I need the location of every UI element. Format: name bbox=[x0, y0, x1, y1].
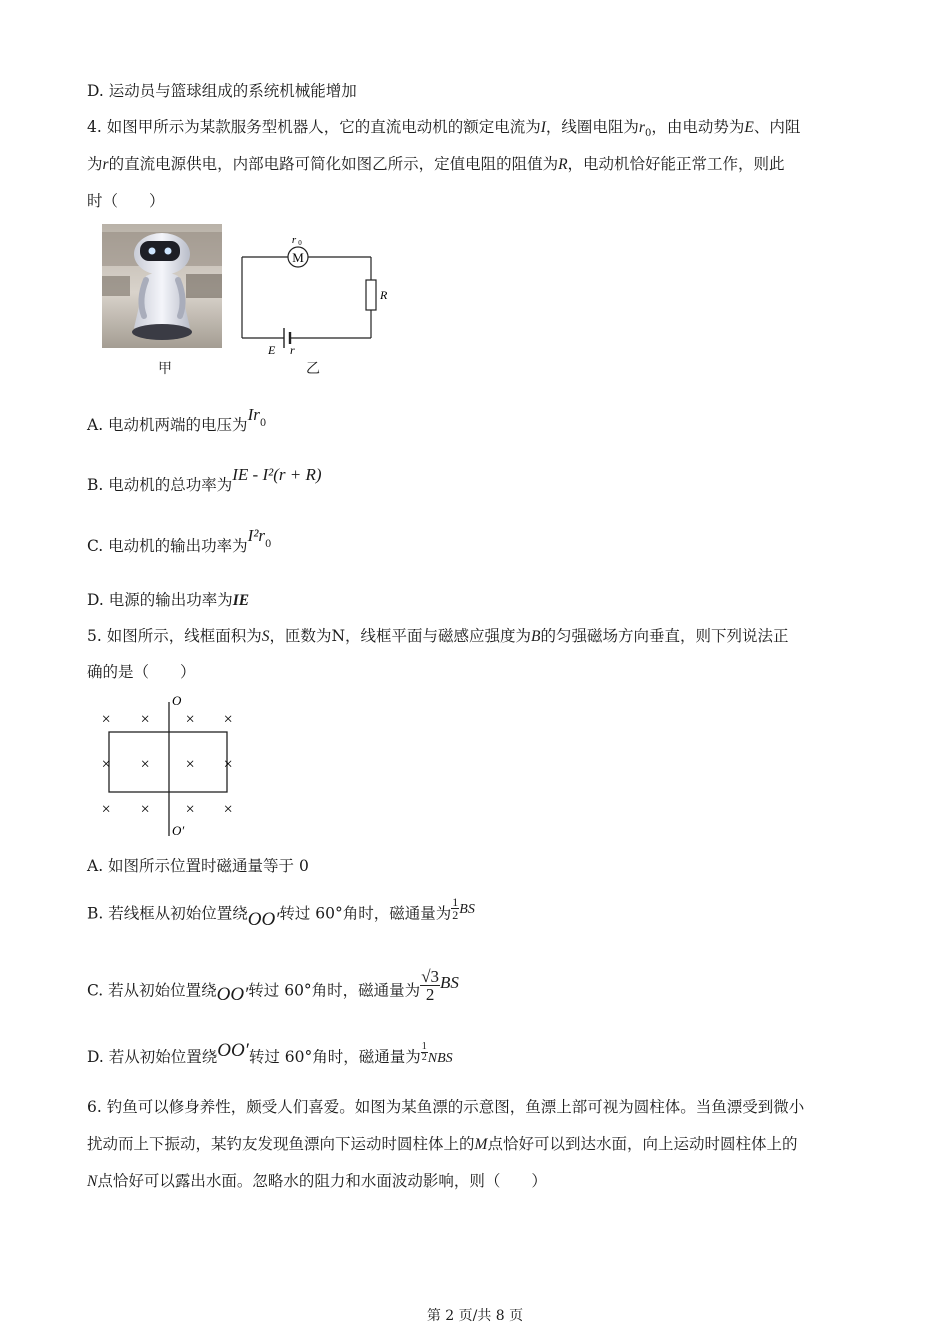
q5-option-a: A. 如图所示位置时磁通量等于 0 bbox=[87, 857, 309, 875]
field-mark: × bbox=[100, 756, 112, 773]
field-mark: × bbox=[139, 711, 151, 728]
q5-option-d: D. 若从初始位置绕OO′转过 60°角时，磁通量为 $\frac{1}{2}$ NBS bbox=[87, 1040, 453, 1066]
q4-stem-line1: 4. 如图甲所示为某款服务型机器人，它的直流电动机的额定电流为I，线圈电阻为$r_0$，由电动势为E、内阻 bbox=[87, 118, 801, 140]
field-mark: × bbox=[139, 756, 151, 773]
circuit-diagram bbox=[232, 232, 392, 358]
q3-option-d: D. 运动员与篮球组成的系统机械能增加 bbox=[87, 82, 357, 100]
q4-option-a: A. 电动机两端的电压为$Ir_0$ bbox=[87, 405, 267, 434]
axis-label-top: O bbox=[172, 693, 182, 708]
figure-caption-yi: 乙 bbox=[306, 360, 320, 376]
motor-r0-sub: 0 bbox=[298, 239, 302, 247]
q5-stem-line1: 5. 如图所示，线框面积为S，匝数为N，线框平面与磁感应强度为B的匀强磁场方向垂直，则下列说法正 bbox=[87, 627, 789, 645]
q5-option-c: C. 若从初始位置绕OO′转过 60°角时，磁通量为 $\frac{√3}{2}$ BS bbox=[87, 967, 459, 1005]
coil-frame bbox=[109, 732, 227, 792]
field-mark: × bbox=[222, 756, 234, 773]
resistor-R-label: R bbox=[380, 288, 388, 302]
q4-stem-line3: 时（ ） bbox=[87, 192, 165, 210]
q4-option-d: D. 电源的输出功率为IE bbox=[87, 591, 250, 609]
field-mark: × bbox=[100, 801, 112, 818]
field-mark: × bbox=[222, 801, 234, 818]
q6-stem-line2: 扰动而上下振动，某钓友发现鱼漂向下运动时圆柱体上的M点恰好可以到达水面，向上运动时圆柱体上的 bbox=[87, 1135, 798, 1153]
q5-option-b: B. 若线框从初始位置绕OO′转过 60°角时，磁通量为 $\frac{1}{2}$ BS bbox=[87, 895, 475, 930]
figure-caption-jia: 甲 bbox=[158, 360, 172, 376]
page-number-footer: 第 2 页/共 8 页 bbox=[426, 1308, 524, 1324]
q6-stem-line3: N点恰好可以露出水面。忽略水的阻力和水面波动影响，则（ ） bbox=[87, 1172, 547, 1190]
q4-option-c: C. 电动机的输出功率为$I^2r_0$ bbox=[87, 526, 272, 555]
field-mark: × bbox=[100, 711, 112, 728]
q4-stem-line2: 为r的直流电源供电，内部电路可简化如图乙所示，定值电阻的阻值为R，电动机恰好能正常工作，则此 bbox=[87, 155, 785, 173]
field-mark: × bbox=[139, 801, 151, 818]
motor-label: M bbox=[292, 250, 304, 265]
internal-r-label: r bbox=[290, 343, 295, 357]
field-mark: × bbox=[184, 801, 196, 818]
motor-r0-label: r bbox=[291, 234, 297, 246]
axis-label-bottom: O′ bbox=[172, 823, 185, 838]
field-mark: × bbox=[184, 711, 196, 728]
resistor-R bbox=[366, 280, 376, 310]
q5-stem-line2: 确的是（ ） bbox=[87, 663, 196, 681]
q6-stem-line1: 6. 钓鱼可以修身养性，颇受人们喜爱。如图为某鱼漂的示意图，鱼漂上部可视为圆柱体。当鱼漂受到微小 bbox=[87, 1098, 805, 1116]
robot-photo bbox=[102, 224, 222, 348]
emf-E-label: E bbox=[268, 343, 276, 357]
q5-coil-figure bbox=[96, 690, 246, 840]
field-mark: × bbox=[222, 711, 234, 728]
field-mark: × bbox=[184, 756, 196, 773]
q4-option-b: B. 电动机的总功率为IE - I²(r + R) bbox=[87, 465, 322, 494]
